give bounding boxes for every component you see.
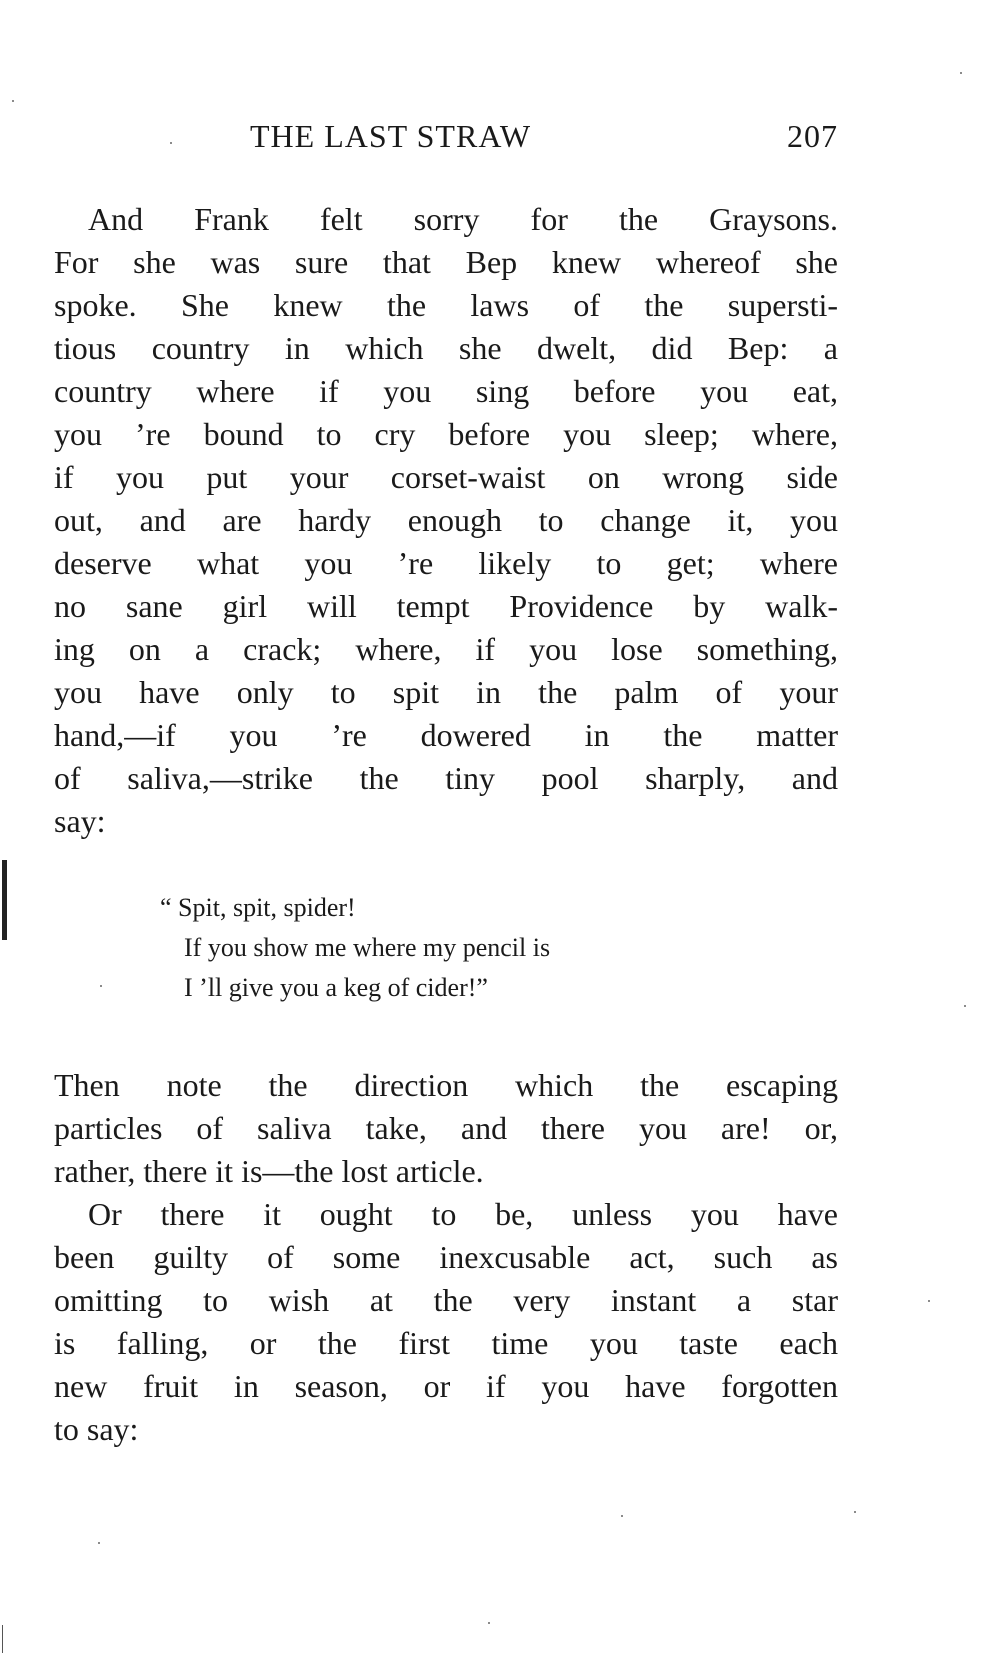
scan-speck: [964, 1005, 966, 1007]
scan-speck: [170, 142, 172, 144]
text-line: country where if you sing before you eat,: [54, 373, 838, 409]
text-line: out, and are hardy enough to change it, you: [54, 502, 838, 538]
paragraph-superstitions: [54, 198, 838, 843]
running-head: [54, 118, 838, 158]
text-line: you have only to spit in the palm of your: [54, 674, 838, 710]
text-line: been guilty of some inexcusable act, such as: [54, 1239, 838, 1275]
scan-speck: [98, 1542, 100, 1544]
text-line: hand,—if you ’re dowered in the matter: [54, 717, 838, 753]
text-line: ing on a crack; where, if you lose something,: [54, 631, 838, 667]
text-line: tious country in which she dwelt, did Bep: a: [54, 330, 838, 366]
text-line: new fruit in season, or if you have forgotten: [54, 1368, 838, 1404]
scan-speck: [960, 72, 962, 74]
text-line: Or there it ought to be, unless you have: [88, 1196, 838, 1232]
text-line: to say:: [54, 1411, 139, 1447]
text-line: rather, there it is—the lost article.: [54, 1153, 484, 1189]
scan-speck: [621, 1515, 623, 1517]
text-line: omitting to wish at the very instant a star: [54, 1282, 838, 1318]
paragraph-ought-to-be: [54, 1193, 838, 1451]
scan-speck: [928, 1300, 930, 1302]
text-line: For she was sure that Bep knew whereof she: [54, 244, 838, 280]
text-line: deserve what you ’re likely to get; where: [54, 545, 838, 581]
scan-speck: [12, 100, 14, 102]
text-line: is falling, or the first time you taste each: [54, 1325, 838, 1361]
text-line: if you put your corset-waist on wrong side: [54, 459, 838, 495]
text-line: of saliva,—strike the tiny pool sharply, and: [54, 760, 838, 796]
scan-speck: [100, 985, 102, 987]
verse-line: “ Spit, spit, spider!: [160, 893, 356, 922]
verse-quotation: [160, 888, 720, 1008]
running-title: THE LAST STRAW: [250, 118, 532, 154]
page-number: 207: [787, 118, 838, 154]
scan-edge-mark: [2, 860, 7, 940]
scan-speck: [854, 1511, 856, 1513]
text-line: Then note the direction which the escaping: [54, 1067, 838, 1103]
text-line: And Frank felt sorry for the Graysons.: [88, 201, 838, 237]
scan-edge-mark: [2, 1625, 3, 1653]
text-line: you ’re bound to cry before you sleep; where,: [54, 416, 838, 452]
text-line: spoke. She knew the laws of the supersti-: [54, 287, 838, 323]
scan-speck: [488, 1622, 490, 1624]
text-line: no sane girl will tempt Providence by walk-: [54, 588, 838, 624]
verse-line: I ’ll give you a keg of cider!”: [184, 973, 488, 1002]
verse-line: If you show me where my pencil is: [184, 933, 551, 962]
text-line: particles of saliva take, and there you are! or,: [54, 1110, 838, 1146]
text-line: say:: [54, 803, 106, 839]
paragraph-saliva: [54, 1064, 838, 1193]
